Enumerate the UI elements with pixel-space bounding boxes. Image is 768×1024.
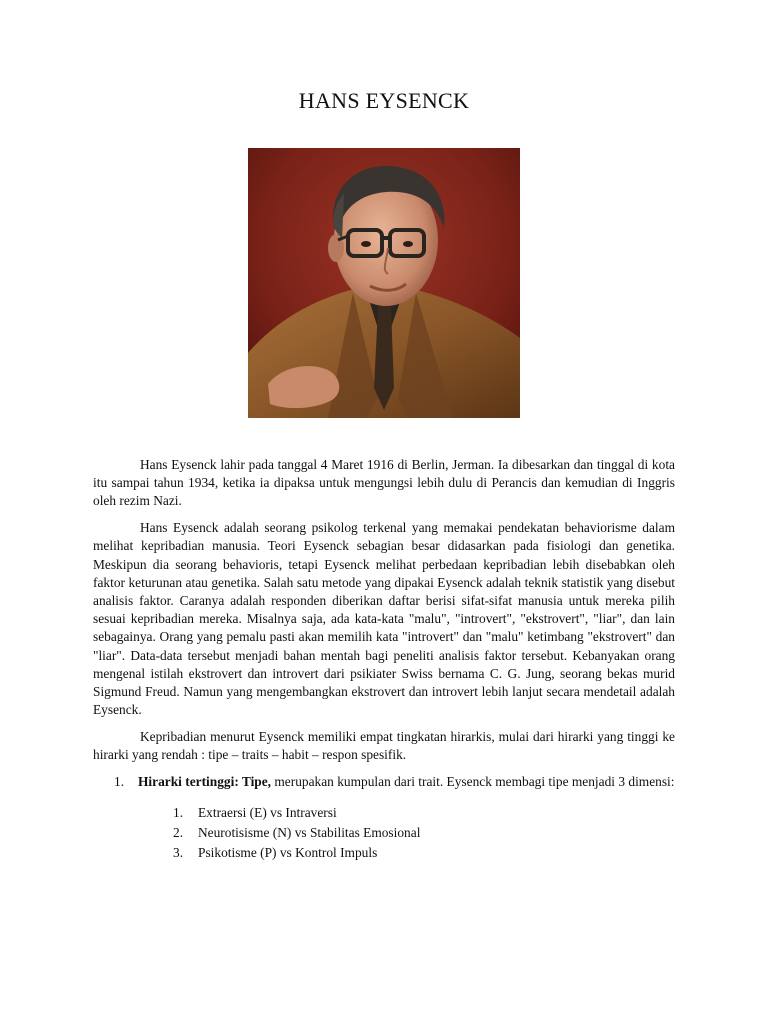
- body-text: [93, 456, 675, 863]
- list-item: [138, 843, 675, 863]
- list-number: 2.: [173, 824, 184, 840]
- list-item-text: Psikotisme (P) vs Kontrol Impuls: [198, 844, 378, 860]
- list-item-heading: Hirarki tertinggi: Tipe,: [138, 773, 272, 789]
- portrait-photo: [248, 148, 520, 418]
- paragraph-theory: Hans Eysenck adalah seorang psikolog terkenal yang memakai pendekatan behaviorisme dalam melihat kepribadian manusia. Teori Eysenck sebagian besar didasarkan pada fisiologi dan genetika. Meskipun dia seorang behavioris, tetapi Eysenck melihat perbedaan kepribadian lebih disebabkan oleh faktor keturunan atau genetika. Salah satu metode yang dipakai Eysenck adalah teknik statistik yang disebut analisis faktor. Caranya adalah responden diberikan daftar berisi sifat-sifat manusia untuk mereka pilih sesuai kepribadian mereka. Misalnya saja, ada kata-kata "malu", "introvert", "ekstrovert", "liar", dan lain sebagainya. Orang yang pemalu pasti akan memilih kata "introvert" dan "malu" ketimbang "ekstrovert" dan "liar". Data-data tersebut menjadi bahan mentah bagi peneliti analisis faktor tersebut. Kebanyakan orang mengenal istilah ekstrovert dan introvert dari psikiater Swiss bernama C. G. Jung, seorang bekas murid Sigmund Freud. Namun yang mengembangkan ekstrovert dan introvert lebih lanjut secara mendetail adalah Eysenck.: [93, 520, 675, 718]
- document-title: HANS EYSENCK: [298, 88, 470, 113]
- paragraph-birth: Hans Eysenck lahir pada tanggal 4 Maret 1916 di Berlin, Jerman. Ia dibesarkan dan tinggal di kota itu sampai tahun 1934, ketika ia dipaksa untuk mengungsi lebih dulu di Perancis dan kemudian di Inggris oleh rezim Nazi.: [93, 457, 675, 509]
- paragraph-hierarchy: Kepribadian menurut Eysenck memiliki empat tingkatan hirarkis, mulai dari hirarki yang tinggi ke hirarki yang rendah : tipe – traits – habit – respon spesifik.: [93, 728, 675, 763]
- list-item-text: Extraersi (E) vs Intraversi: [198, 804, 337, 820]
- list-item: [138, 803, 675, 823]
- list-item: [138, 823, 675, 843]
- hierarchy-list: [93, 773, 675, 863]
- list-number: 1.: [173, 804, 184, 820]
- list-item-text: Neurotisisme (N) vs Stabilitas Emosional: [198, 824, 421, 840]
- list-number: 1.: [114, 773, 125, 789]
- list-number: 3.: [173, 844, 184, 860]
- dimension-list: [138, 803, 675, 863]
- list-item-text: merupakan kumpulan dari trait. Eysenck membagi tipe menjadi 3 dimensi:: [271, 773, 675, 789]
- list-item: [93, 773, 675, 863]
